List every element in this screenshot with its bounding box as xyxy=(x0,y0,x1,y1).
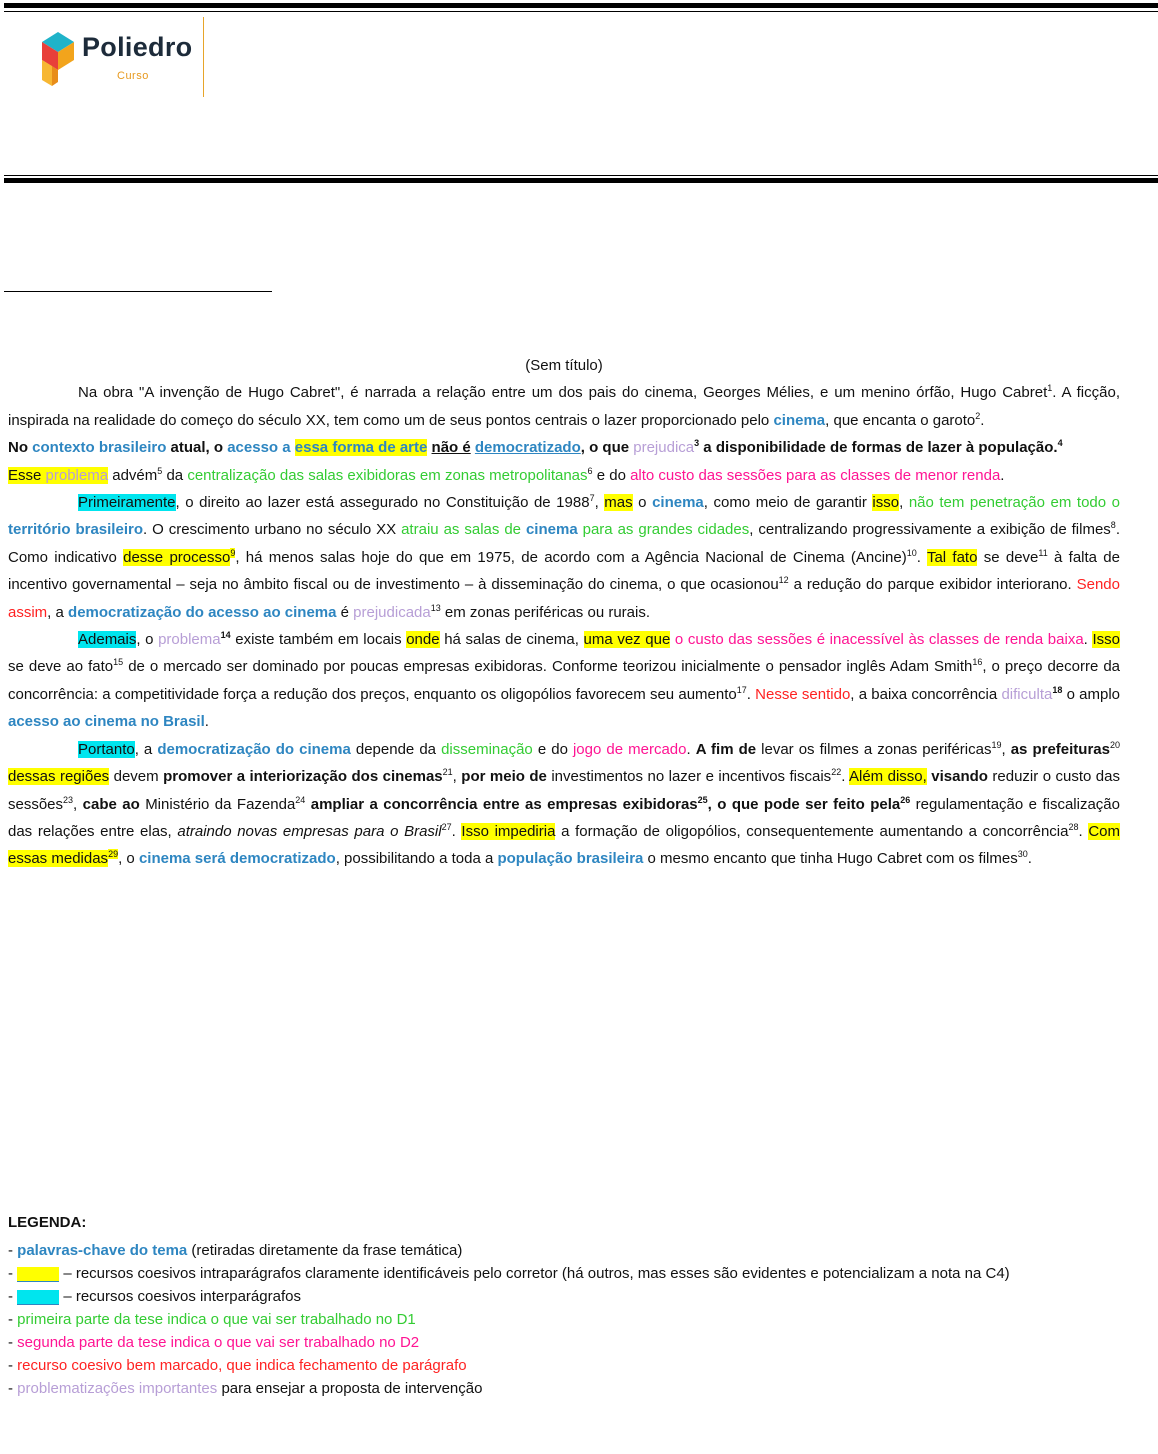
legend-dash: - xyxy=(8,1265,18,1282)
footnote-marker: 19 xyxy=(991,739,1002,750)
essay-paragraph-2 xyxy=(8,489,1120,626)
keyword: democratização do acesso ao cinema xyxy=(68,603,337,621)
cohesive-intra-highlight: uma vez que xyxy=(583,631,671,649)
text: , o xyxy=(118,850,139,868)
footnote-marker: 2 xyxy=(975,410,981,421)
legend-dash: - xyxy=(8,1380,18,1397)
text: . xyxy=(746,685,756,703)
text: se deve ao fato xyxy=(8,658,114,676)
text: o amplo xyxy=(1062,685,1120,703)
text: , há menos salas hoje do que em 1975, de acordo com a Agência Nacional de Cinema (Ancine) xyxy=(235,548,907,566)
footnote-marker: 30 xyxy=(1017,849,1028,860)
keyword: democratizado xyxy=(474,439,581,457)
text: , o xyxy=(136,631,159,649)
legend-item-intra xyxy=(8,1262,1148,1285)
cohesive-inter-highlight: Portanto xyxy=(78,740,135,758)
header-bottom-rule-thin xyxy=(4,175,1158,176)
legend-dash: - xyxy=(8,1242,18,1259)
text: o mesmo encanto que tinha Hugo Cabret com os filmes xyxy=(643,850,1018,868)
closing-connective: Sendo assim xyxy=(8,576,1120,621)
footnote-marker: 10 xyxy=(906,547,917,558)
text: , xyxy=(899,494,909,512)
text: . xyxy=(1027,850,1032,868)
bold-text: , o que xyxy=(580,439,634,457)
keyword: cinema xyxy=(652,494,704,512)
legend-text: primeira parte da tese indica o que vai ser trabalhado no D1 xyxy=(17,1311,416,1328)
bold-text: atual, o xyxy=(166,439,228,457)
text: . xyxy=(686,740,696,758)
text: é xyxy=(336,603,354,621)
text: , xyxy=(1001,740,1011,758)
bold-text: a disponibilidade de formas de lazer à população. xyxy=(699,439,1058,457)
text: o xyxy=(632,494,653,512)
footnote-marker: 11 xyxy=(1038,547,1048,558)
thesis-part-1: atraiu as salas de xyxy=(401,521,526,539)
footnote-marker: 1 xyxy=(1047,383,1053,394)
legend-item-inter xyxy=(8,1285,1148,1308)
legend-text: problematizações importantes xyxy=(17,1380,218,1397)
text: em zonas periféricas ou rurais. xyxy=(440,603,651,621)
text: . xyxy=(1000,466,1005,484)
footnote-marker: 20 xyxy=(1109,739,1120,750)
bold-text: No xyxy=(8,439,33,457)
text: investimentos no lazer e incentivos fiscais xyxy=(546,768,832,786)
footnote-marker: 5 xyxy=(157,465,163,476)
text: advém xyxy=(108,466,158,484)
text: , o direito ao lazer está assegurado no Constituição de 1988 xyxy=(175,494,590,512)
text: , xyxy=(73,795,83,813)
legend-item-thesis-1 xyxy=(8,1308,1148,1331)
text: . xyxy=(980,411,985,429)
text: , centralizando progressivamente a exibição de filmes xyxy=(749,521,1111,539)
text: . xyxy=(1083,631,1093,649)
legend-text: segunda parte da tese indica o que vai ser trabalhado no D2 xyxy=(17,1334,420,1351)
keyword: cinema xyxy=(525,521,578,539)
legend-text: – recursos coesivos interparágrafos xyxy=(59,1288,301,1305)
footnote-marker: 29 xyxy=(108,849,119,860)
text: há salas de cinema, xyxy=(439,631,584,649)
bold-text: as prefeituras xyxy=(1010,740,1110,758)
cohesive-intra-highlight: essa forma de arte xyxy=(294,439,428,457)
cohesive-intra-highlight: Tal fato xyxy=(926,548,978,566)
bold-text: A fim de xyxy=(695,740,757,758)
keyword: território brasileiro xyxy=(8,521,143,539)
essay xyxy=(8,352,1120,873)
text: , como meio de garantir xyxy=(703,494,873,512)
legend-item-problems xyxy=(8,1377,1148,1400)
footnote-marker: 4 xyxy=(1057,438,1063,449)
footnote-marker: 27 xyxy=(441,821,452,832)
legend xyxy=(8,1211,1148,1400)
keyword: democratização do cinema xyxy=(157,740,351,758)
bold-text: ampliar a concorrência entre as empresas exibidoras xyxy=(310,795,698,813)
bold-text: visando xyxy=(931,768,988,786)
legend-text: para ensejar a proposta de intervenção xyxy=(217,1380,483,1397)
cohesive-intra-highlight: Esse xyxy=(8,466,42,484)
text: regulamentação e fiscalização das relações entre elas, xyxy=(8,795,1120,840)
legend-dash: - xyxy=(8,1334,18,1351)
text: . O crescimento urbano no século XX xyxy=(142,521,402,539)
keyword: acesso a xyxy=(227,439,291,457)
problematization: dificulta xyxy=(1001,685,1053,703)
text: a redução do parque exibidor interiorano. xyxy=(788,576,1077,594)
logo-divider xyxy=(203,17,204,97)
footnote-marker: 18 xyxy=(1052,684,1063,695)
cohesive-intra-highlight: dessas regiões xyxy=(8,768,110,786)
essay-paragraph-1 xyxy=(8,379,1120,489)
name-line xyxy=(4,291,272,292)
footnote-marker: 24 xyxy=(295,794,306,805)
footnote-marker: 16 xyxy=(972,657,983,668)
footnote-marker: 13 xyxy=(430,602,441,613)
text: à falta de incentivo governamental – seja no âmbito fiscal ou de investimento – à disseminação do cinema, o que ocasionou xyxy=(8,548,1120,594)
problematization: problema xyxy=(41,466,109,484)
text: Ministério da Fazenda xyxy=(139,795,296,813)
cohesive-intra-highlight: mas xyxy=(604,494,633,512)
text: . Como indicativo xyxy=(8,521,1120,566)
text: reduzir o custo das sessões xyxy=(8,768,1120,813)
legend-dash: - xyxy=(8,1288,18,1305)
cohesive-intra-highlight: desse processo xyxy=(123,548,231,566)
thesis-part-2: o custo das sessões é inacessível às classes de renda baixa xyxy=(674,631,1084,649)
cohesive-inter-highlight: Primeiramente xyxy=(78,494,176,512)
legend-keyword-label: palavras-chave do tema xyxy=(17,1242,188,1259)
text: . xyxy=(916,548,927,566)
text: a formação de oligopólios, consequentemente aumentando a concorrência xyxy=(555,822,1069,840)
text: depende da xyxy=(350,740,442,758)
problematization: problema xyxy=(158,631,221,649)
thesis-part-1: centralização das salas exibidoras em zonas metropolitanas xyxy=(187,466,588,484)
bold-text: promover a interiorização dos cinemas xyxy=(163,768,443,786)
bold-text: cabe ao xyxy=(82,795,140,813)
footnote-marker: 28 xyxy=(1068,821,1079,832)
text: se deve xyxy=(977,548,1039,566)
text: de o mercado ser dominado por poucas empresas exibidoras. Conforme teorizou inicialmente o pensador inglês Adam Smith xyxy=(123,658,973,676)
text: , a xyxy=(47,603,69,621)
bold-underlined-text: não é xyxy=(431,439,471,457)
text: . xyxy=(1078,822,1089,840)
bold-text: , o que pode ser feito pela xyxy=(707,795,901,813)
footnote-marker: 17 xyxy=(736,684,747,695)
text: , a baixa concorrência xyxy=(850,685,1002,703)
thesis-part-1: para as grandes cidades xyxy=(577,521,750,539)
thesis-part-1: disseminação xyxy=(441,740,533,758)
thesis-part-1: não tem penetração em todo o xyxy=(908,494,1120,512)
legend-text: recurso coesivo bem marcado, que indica fechamento de parágrafo xyxy=(17,1357,467,1374)
thesis-part-2: alto custo das sessões para as classes de menor renda xyxy=(630,466,1001,484)
footnote-marker: 12 xyxy=(778,575,789,586)
text: e do xyxy=(592,466,631,484)
text: devem xyxy=(109,768,164,786)
legend-dash: - xyxy=(8,1357,18,1374)
essay-title: (Sem título) xyxy=(525,357,603,374)
footnote-marker: 8 xyxy=(1110,520,1116,531)
footnote-marker: 9 xyxy=(230,547,236,558)
text: , que encanta o garoto xyxy=(825,411,976,429)
keyword: contexto brasileiro xyxy=(32,439,167,457)
essay-paragraph-3 xyxy=(8,626,1120,736)
footnote-marker: 23 xyxy=(63,794,74,805)
italic-text: atraindo novas empresas para o Brasil xyxy=(177,822,442,840)
legend-item-closing xyxy=(8,1354,1148,1377)
text: . A ficção, inspirada na realidade do começo do século XX, tem como um de seus pontos centrais o lazer proporcionado pelo xyxy=(8,384,1120,429)
legend-dash: - xyxy=(8,1311,18,1328)
footnote-marker: 25 xyxy=(697,794,708,805)
footnote-marker: 3 xyxy=(694,438,700,449)
brand-subtitle: Curso xyxy=(117,70,149,82)
text: e do xyxy=(532,740,573,758)
text: . xyxy=(451,822,462,840)
footnote-marker: 14 xyxy=(220,630,231,641)
text: . xyxy=(204,713,209,731)
text: levar os filmes a zonas periféricas xyxy=(756,740,992,758)
bold-text: por meio de xyxy=(461,768,547,786)
legend-item-thesis-2 xyxy=(8,1331,1148,1354)
legend-text: (retiradas diretamente da frase temática) xyxy=(187,1242,463,1259)
text: Na obra "A invenção de Hugo Cabret", é narrada a relação entre um dos pais do cinema, Georges Mélies, e um menino órfão, Hugo Cabret xyxy=(78,384,1048,402)
cohesive-intra-highlight: Com essas medidas xyxy=(8,822,1120,868)
cohesive-intra-highlight: Isso impediria xyxy=(461,822,556,840)
footnote-marker: 21 xyxy=(442,767,453,778)
footnote-marker: 26 xyxy=(900,794,911,805)
keyword: cinema xyxy=(773,411,826,429)
closing-connective: Nesse sentido xyxy=(755,685,851,703)
text: , possibilitando a toda a xyxy=(335,850,498,868)
text: , o preço decorre da concorrência: a competitividade força a redução dos preços, enquanto os oligopólios favorecem seu aumento xyxy=(8,658,1121,703)
header-top-rule-thick xyxy=(4,3,1158,8)
footnote-marker: 7 xyxy=(589,493,595,504)
text: da xyxy=(162,466,188,484)
keyword: acesso ao cinema no Brasil xyxy=(8,713,205,731)
text: . xyxy=(841,768,849,786)
header-top-rule-thin xyxy=(4,11,1158,12)
cohesive-intra-highlight: onde xyxy=(406,631,440,649)
problematization: prejudica xyxy=(633,439,695,457)
legend-item-keywords xyxy=(8,1239,1148,1262)
thesis-part-2: jogo de mercado xyxy=(572,740,687,758)
text: , xyxy=(452,768,462,786)
cohesive-intra-highlight: Isso xyxy=(1092,631,1120,649)
text: existe também em locais xyxy=(230,631,407,649)
keyword: cinema será democratizado xyxy=(138,850,336,868)
legend-title: LEGENDA: xyxy=(8,1214,87,1231)
header-bottom-rule-thick xyxy=(4,178,1158,183)
yellow-swatch xyxy=(17,1267,59,1282)
legend-text: – recursos coesivos intraparágrafos claramente identificáveis pelo corretor (há outros, mas esses são evidentes e potencializam a nota na C4) xyxy=(59,1265,1010,1282)
cohesive-intra-highlight: Além disso, xyxy=(849,768,927,786)
text: , xyxy=(594,494,605,512)
cohesive-intra-highlight: isso xyxy=(872,494,900,512)
footnote-marker: 22 xyxy=(831,767,842,778)
cyan-swatch xyxy=(17,1290,59,1305)
brand-name: Poliedro xyxy=(82,32,193,62)
cohesive-inter-highlight: Ademais xyxy=(78,631,137,649)
essay-paragraph-4 xyxy=(8,736,1120,873)
problematization: prejudicada xyxy=(353,603,431,621)
keyword: população brasileira xyxy=(497,850,644,868)
footnote-marker: 6 xyxy=(587,465,593,476)
footnote-marker: 15 xyxy=(113,657,124,668)
text: , a xyxy=(134,740,158,758)
